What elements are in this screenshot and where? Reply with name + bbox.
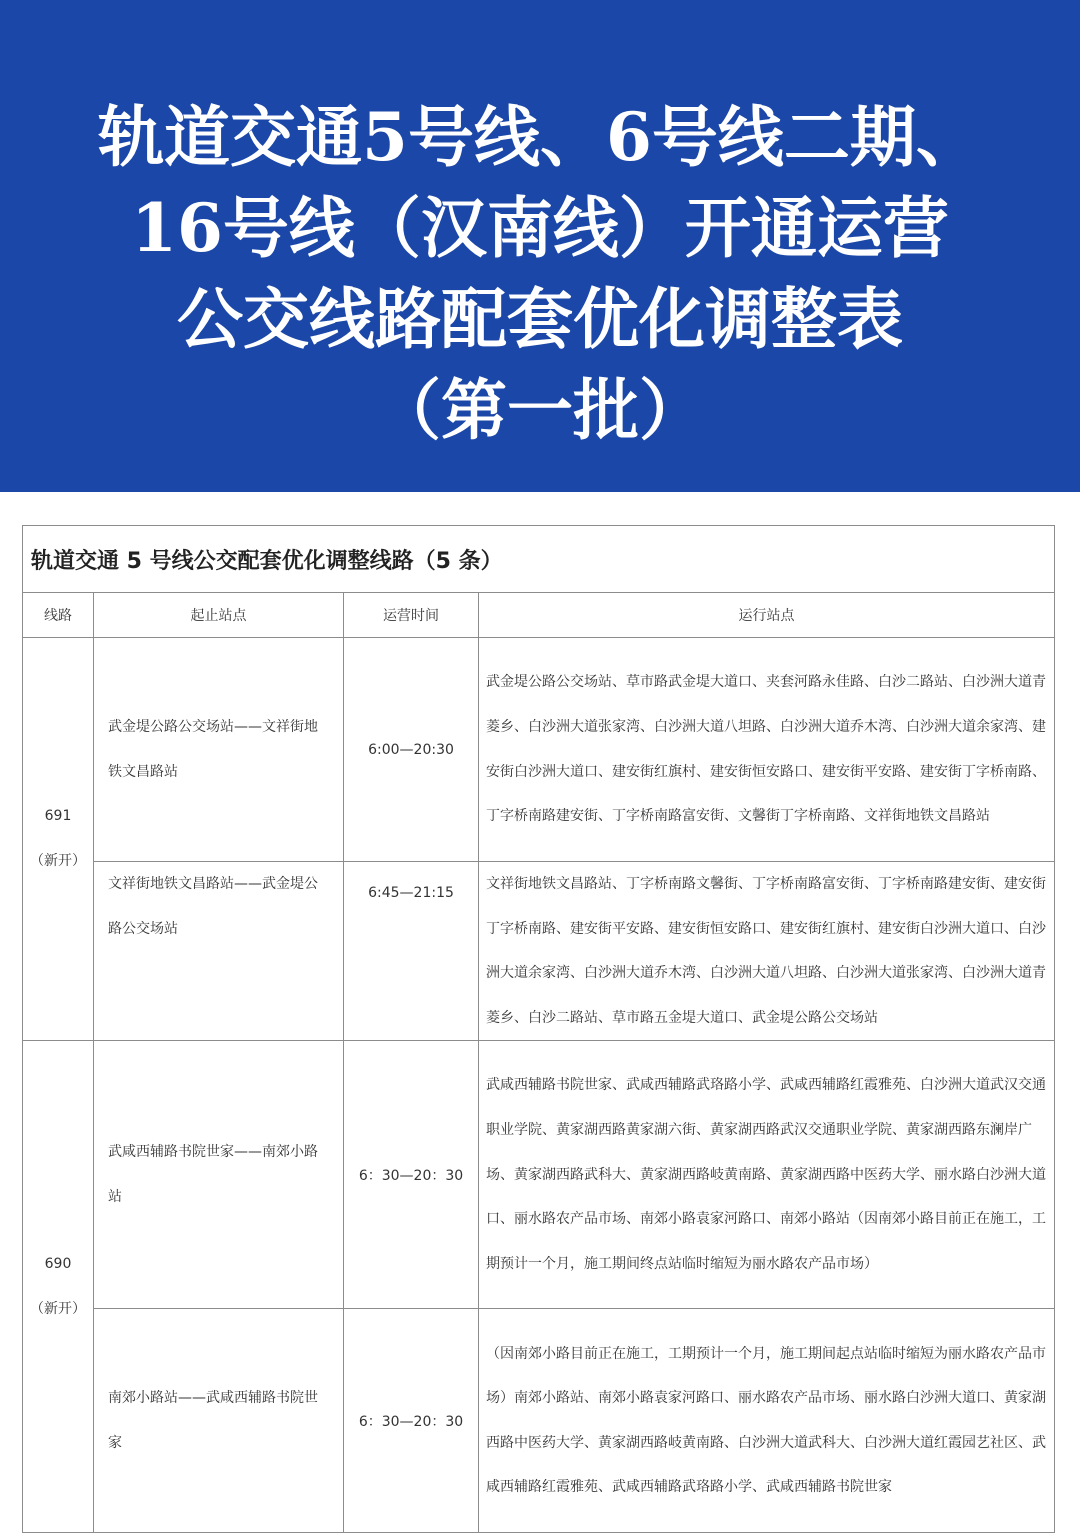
terminals-cell xyxy=(94,862,344,1041)
title-line-2: 16号线（汉南线）开通运营 xyxy=(131,189,949,267)
route-table-container xyxy=(22,525,1055,1535)
title-banner xyxy=(0,0,1080,492)
header-time: 运营时间 xyxy=(344,593,479,638)
title-line-4: （第一批） xyxy=(375,371,705,449)
stops-list: （因南郊小路目前正在施工，工期预计一个月，施工期间起点站临时缩短为丽水路农产品市场）南郊小路站、南郊小路袁家河路口、丽水路农产品市场、丽水路白沙洲大道口、黄家湖西路中医药大学、黄家湖西路岐黄南路、白沙洲大道武科大、白沙洲大道红霞园艺社区、武咸西辅路红霞雅苑、武咸西辅路武珞路小学、武咸西辅路书院世家 xyxy=(486,1345,1046,1496)
operating-time: 6：30—20：30 xyxy=(344,1041,479,1309)
terminals: 南郊小路站——武咸西辅路书院世家 xyxy=(108,1389,318,1451)
table-header-row xyxy=(23,593,1055,638)
route-note: （新开） xyxy=(30,1300,86,1317)
stops-list: 文祥街地铁文昌路站、丁字桥南路文馨街、丁字桥南路富安街、丁字桥南路建安街、建安街丁字桥南路、建安街平安路、建安街恒安路口、建安街红旗村、建安街白沙洲大道口、白沙洲大道余家湾、白沙洲大道乔木湾、白沙洲大道八坦路、白沙洲大道张家湾、白沙洲大道青菱乡、白沙二路站、草市路五金堤大道口、武金堤公路公交场站 xyxy=(486,876,1046,1026)
table-row xyxy=(23,1041,1055,1309)
route-number-cell xyxy=(23,1041,94,1533)
page-title xyxy=(0,92,1080,456)
title-line-1: 轨道交通5号线、6号线二期、 xyxy=(98,98,982,176)
stops-list: 武咸西辅路书院世家、武咸西辅路武珞路小学、武咸西辅路红霞雅苑、白沙洲大道武汉交通职业学院、黄家湖西路黄家湖六街、黄家湖西路武汉交通职业学院、黄家湖西路东澜岸广场、黄家湖西路武科大、黄家湖西路岐黄南路、黄家湖西路中医药大学、丽水路白沙洲大道口、丽水路农产品市场、南郊小路袁家河路口、南郊小路站（因南郊小路目前正在施工，工期预计一个月，施工期间终点站临时缩短为丽水路农产品市场） xyxy=(486,1077,1046,1272)
terminals: 文祥街地铁文昌路站——武金堤公路公交场站 xyxy=(108,876,318,937)
table-row xyxy=(23,1309,1055,1533)
header-terminals: 起止站点 xyxy=(94,593,344,638)
table-caption: 轨道交通 5 号线公交配套优化调整线路（5 条） xyxy=(23,526,1055,593)
route-number-cell xyxy=(23,638,94,1041)
table-row xyxy=(23,638,1055,862)
stops-cell xyxy=(479,862,1055,1041)
stops-list: 武金堤公路公交场站、草市路武金堤大道口、夹套河路永佳路、白沙二路站、白沙洲大道青菱乡、白沙洲大道张家湾、白沙洲大道八坦路、白沙洲大道乔木湾、白沙洲大道余家湾、建安街白沙洲大道口、建安街红旗村、建安街恒安路口、建安街平安路、建安街丁字桥南路、丁字桥南路建安街、丁字桥南路富安街、文馨街丁字桥南路、文祥街地铁文昌路站 xyxy=(486,674,1046,825)
route-number: 690 xyxy=(44,1255,72,1272)
title-line-3: 公交线路配套优化调整表 xyxy=(177,280,903,358)
stops-cell xyxy=(479,638,1055,862)
route-number: 691 xyxy=(44,808,72,825)
route-table xyxy=(22,525,1055,1533)
terminals-cell xyxy=(94,638,344,862)
terminals: 武金堤公路公交场站——文祥街地铁文昌路站 xyxy=(108,718,318,780)
route-note: （新开） xyxy=(30,853,86,870)
stops-cell xyxy=(479,1309,1055,1533)
table-caption-row xyxy=(23,526,1055,593)
operating-time: 6:00—20:30 xyxy=(344,638,479,862)
header-stops: 运行站点 xyxy=(479,593,1055,638)
terminals: 武咸西辅路书院世家——南郊小路站 xyxy=(108,1143,318,1205)
table-row xyxy=(23,862,1055,1041)
header-line: 线路 xyxy=(23,593,94,638)
stops-cell xyxy=(479,1041,1055,1309)
operating-time: 6:45—21:15 xyxy=(344,862,479,1041)
terminals-cell xyxy=(94,1041,344,1309)
operating-time: 6：30—20：30 xyxy=(344,1309,479,1533)
terminals-cell xyxy=(94,1309,344,1533)
